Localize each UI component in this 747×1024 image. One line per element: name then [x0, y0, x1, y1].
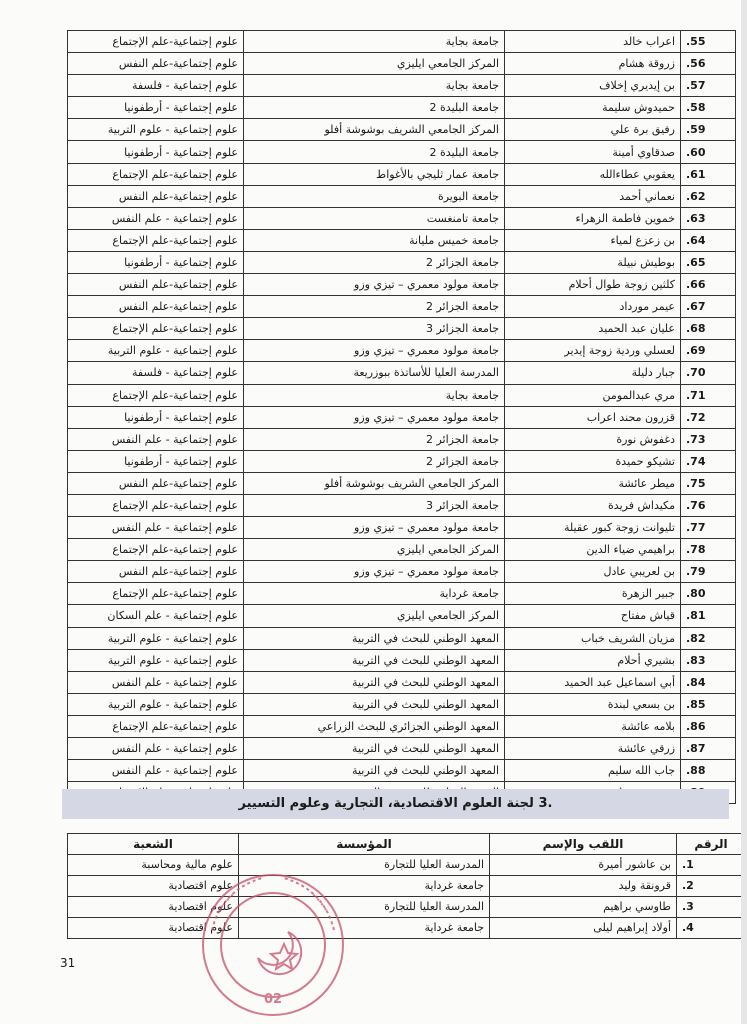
table-row — [68, 97, 736, 119]
institution: المركز الجامعي ايليزي — [244, 53, 505, 75]
specialty: علوم إجتماعية - علوم التربية — [68, 649, 244, 671]
institution: جامعة غرداية — [244, 583, 505, 605]
member-name: براهيمي ضياء الدين — [505, 539, 681, 561]
member-name: جبير الزهرة — [505, 583, 681, 605]
specialty: علوم اقتصادية — [68, 918, 239, 939]
institution: المدرسة العليا للأساتذة ببوزريعة — [244, 362, 505, 384]
member-name: أبي اسماعيل عبد الحميد — [505, 671, 681, 693]
institution: جامعة خميس مليانة — [244, 229, 505, 251]
row-number: .72 — [681, 406, 736, 428]
members-table-economics — [67, 833, 746, 939]
specialty: علوم إجتماعية - علم النفس — [68, 671, 244, 693]
table-row — [68, 296, 736, 318]
specialty: علوم إجتماعية-علم الإجتماع — [68, 384, 244, 406]
specialty: علوم إجتماعية-علم النفس — [68, 561, 244, 583]
table-row — [68, 918, 746, 939]
header-institution: المؤسسة — [239, 834, 490, 855]
specialty: علوم إجتماعية - علوم التربية — [68, 627, 244, 649]
institution: جامعة بجاية — [244, 75, 505, 97]
member-name: خموين فاطمة الزهراء — [505, 207, 681, 229]
member-name: مزيان الشريف خباب — [505, 627, 681, 649]
institution: المعهد الوطني الجزائري للبحث الزراعي — [244, 715, 505, 737]
member-name: بن إيديري إخلاف — [505, 75, 681, 97]
member-name: كلثين زوجة طوال أحلام — [505, 274, 681, 296]
table-row — [68, 75, 736, 97]
member-name: تشيكو حميدة — [505, 450, 681, 472]
member-name: دغفوش نورة — [505, 428, 681, 450]
institution: جامعة مولود معمري – تيزي وزو — [244, 274, 505, 296]
specialty: علوم إجتماعية-علم الإجتماع — [68, 31, 244, 53]
row-number: .81 — [681, 605, 736, 627]
table-row — [68, 185, 736, 207]
member-name: اعراب خالد — [505, 31, 681, 53]
institution: المعهد الوطني للبحث في التربية — [244, 760, 505, 782]
institution: المعهد الوطني للبحث في التربية — [244, 738, 505, 760]
specialty: علوم إجتماعية-علم الإجتماع — [68, 318, 244, 340]
institution: جامعة البويرة — [244, 185, 505, 207]
member-name: بن بسعي لبندة — [505, 693, 681, 715]
institution: المركز الجامعي ايليزي — [244, 605, 505, 627]
table-row — [68, 693, 736, 715]
specialty: علوم إجتماعية-علم الإجتماع — [68, 583, 244, 605]
row-number: .65 — [681, 251, 736, 273]
member-name: بلامه عائشة — [505, 715, 681, 737]
members-table-social-sciences — [67, 30, 736, 804]
member-name: لعسلي وردية زوجة إيدير — [505, 340, 681, 362]
row-number: .56 — [681, 53, 736, 75]
specialty: علوم إجتماعية-علم الإجتماع — [68, 715, 244, 737]
row-number: .69 — [681, 340, 736, 362]
specialty: علوم إجتماعية-علم النفس — [68, 296, 244, 318]
institution: المركز الجامعي الشريف بوشوشة أفلو — [244, 119, 505, 141]
row-number: .67 — [681, 296, 736, 318]
table-row — [68, 855, 746, 876]
row-number: .68 — [681, 318, 736, 340]
specialty: علوم إجتماعية - علوم التربية — [68, 693, 244, 715]
row-number: .73 — [681, 428, 736, 450]
row-number: .75 — [681, 472, 736, 494]
row-number: .78 — [681, 539, 736, 561]
table-row — [68, 362, 736, 384]
row-number: .77 — [681, 517, 736, 539]
specialty: علوم إجتماعية - علم النفس — [68, 760, 244, 782]
table-row — [68, 384, 736, 406]
member-name: جاب الله سليم — [505, 760, 681, 782]
specialty: علوم إجتماعية - أرطفونيا — [68, 406, 244, 428]
table-row — [68, 494, 736, 516]
row-number: .66 — [681, 274, 736, 296]
member-name: نعماني أحمد — [505, 185, 681, 207]
table-row — [68, 649, 736, 671]
header-name: اللقب والإسم — [490, 834, 677, 855]
institution: جامعة الجزائر 2 — [244, 296, 505, 318]
row-number: .88 — [681, 760, 736, 782]
table-body — [68, 31, 736, 804]
member-name: بوطيش نبيلة — [505, 251, 681, 273]
specialty: علوم إجتماعية - علوم التربية — [68, 340, 244, 362]
table-row — [68, 539, 736, 561]
table-row — [68, 428, 736, 450]
specialty: علوم إجتماعية - علم السكان — [68, 605, 244, 627]
member-name: مري عبدالمومن — [505, 384, 681, 406]
table-row — [68, 340, 736, 362]
specialty: علوم إجتماعية - علم النفس — [68, 428, 244, 450]
table-row — [68, 207, 736, 229]
institution: جامعة الجزائر 3 — [244, 318, 505, 340]
row-number: .60 — [681, 141, 736, 163]
row-number: .87 — [681, 738, 736, 760]
member-name: بشيري أحلام — [505, 649, 681, 671]
member-name: قزرون محند اعراب — [505, 406, 681, 428]
specialty: علوم إجتماعية - فلسفة — [68, 75, 244, 97]
specialty: علوم إجتماعية-علم الإجتماع — [68, 229, 244, 251]
row-number: .82 — [681, 627, 736, 649]
table-row — [68, 53, 736, 75]
row-number: .70 — [681, 362, 736, 384]
table-row — [68, 897, 746, 918]
row-number: .2 — [677, 876, 746, 897]
member-name: يعقوبي عطاءالله — [505, 163, 681, 185]
specialty: علوم إجتماعية-علم النفس — [68, 185, 244, 207]
table-row — [68, 760, 736, 782]
member-name: أولاد إبراهيم ليلى — [490, 918, 677, 939]
table-header — [68, 834, 746, 855]
row-number: .84 — [681, 671, 736, 693]
specialty: علوم إجتماعية - علم النفس — [68, 517, 244, 539]
table-row — [68, 876, 746, 897]
table-row — [68, 517, 736, 539]
institution: المدرسة العليا للتجارة — [239, 855, 490, 876]
specialty: علوم إجتماعية - أرطفونيا — [68, 251, 244, 273]
table-row — [68, 583, 736, 605]
specialty: علوم إجتماعية-علم النفس — [68, 53, 244, 75]
row-number: .61 — [681, 163, 736, 185]
row-number: .57 — [681, 75, 736, 97]
specialty: علوم إجتماعية - فلسفة — [68, 362, 244, 384]
table-row — [68, 229, 736, 251]
member-name: بن عاشور أميرة — [490, 855, 677, 876]
specialty: علوم إجتماعية-علم الإجتماع — [68, 539, 244, 561]
row-number: .3 — [677, 897, 746, 918]
institution: المدرسة العليا للتجارة — [239, 897, 490, 918]
member-name: جبار دليلة — [505, 362, 681, 384]
member-name: بن زعزع لمياء — [505, 229, 681, 251]
institution: المعهد الوطني للبحث في التربية — [244, 671, 505, 693]
table-row — [68, 561, 736, 583]
row-number: .63 — [681, 207, 736, 229]
page-edge — [741, 0, 747, 1024]
institution: جامعة مولود معمري – تيزي وزو — [244, 517, 505, 539]
institution: جامعة الجزائر 2 — [244, 251, 505, 273]
row-number: .74 — [681, 450, 736, 472]
specialty: علوم إجتماعية - أرطفونيا — [68, 141, 244, 163]
row-number: .4 — [677, 918, 746, 939]
specialty: علوم إجتماعية - علوم التربية — [68, 119, 244, 141]
member-name: قياش مفتاح — [505, 605, 681, 627]
row-number: .76 — [681, 494, 736, 516]
row-number: .59 — [681, 119, 736, 141]
table-row — [68, 406, 736, 428]
page-number: 31 — [60, 956, 76, 970]
institution: جامعة تامنغست — [244, 207, 505, 229]
table-body — [68, 855, 746, 939]
table-row — [68, 163, 736, 185]
specialty: علوم إجتماعية-علم الإجتماع — [68, 494, 244, 516]
member-name: تليوانت زوجة كبور عقيلة — [505, 517, 681, 539]
specialty: علوم إجتماعية-علم النفس — [68, 472, 244, 494]
row-number: .79 — [681, 561, 736, 583]
row-number: .71 — [681, 384, 736, 406]
institution: جامعة عمار ثليجي بالأغواط — [244, 163, 505, 185]
institution: المعهد الوطني للبحث في التربية — [244, 649, 505, 671]
header-row — [68, 834, 746, 855]
specialty: علوم اقتصادية — [68, 876, 239, 897]
member-name: زروقة هشام — [505, 53, 681, 75]
member-name: رفيق برة علي — [505, 119, 681, 141]
institution: جامعة بجاية — [244, 31, 505, 53]
member-name: بن لعريبي عادل — [505, 561, 681, 583]
member-name: صدقاوي أمينة — [505, 141, 681, 163]
institution: جامعة البليدة 2 — [244, 141, 505, 163]
table-row — [68, 715, 736, 737]
member-name: قرونقة وليد — [490, 876, 677, 897]
table-row — [68, 627, 736, 649]
table-row — [68, 605, 736, 627]
specialty: علوم إجتماعية - علم النفس — [68, 738, 244, 760]
institution: جامعة البليدة 2 — [244, 97, 505, 119]
institution: المعهد الوطني للبحث في التربية — [244, 693, 505, 715]
row-number: .83 — [681, 649, 736, 671]
row-number: .80 — [681, 583, 736, 605]
table-row — [68, 318, 736, 340]
row-number: .85 — [681, 693, 736, 715]
row-number: .62 — [681, 185, 736, 207]
member-name: ميطر عائشة — [505, 472, 681, 494]
row-number: .55 — [681, 31, 736, 53]
specialty: علوم مالية ومحاسبة — [68, 855, 239, 876]
institution: جامعة غرداية — [239, 918, 490, 939]
institution: جامعة مولود معمري – تيزي وزو — [244, 561, 505, 583]
institution: جامعة الجزائر 2 — [244, 450, 505, 472]
member-name: عيمر مورداد — [505, 296, 681, 318]
table-row — [68, 274, 736, 296]
table-row — [68, 251, 736, 273]
table-row — [68, 738, 736, 760]
institution: جامعة الجزائر 3 — [244, 494, 505, 516]
member-name: حميدوش سليمة — [505, 97, 681, 119]
table-row — [68, 671, 736, 693]
institution: جامعة الجزائر 2 — [244, 428, 505, 450]
header-number: الرقم — [677, 834, 746, 855]
member-name: زرقي عائشة — [505, 738, 681, 760]
institution: جامعة بجاية — [244, 384, 505, 406]
table-row — [68, 31, 736, 53]
institution: جامعة مولود معمري – تيزي وزو — [244, 406, 505, 428]
institution: جامعة مولود معمري – تيزي وزو — [244, 340, 505, 362]
row-number: .58 — [681, 97, 736, 119]
member-name: عليان عبد الحميد — [505, 318, 681, 340]
header-specialty: الشعبة — [68, 834, 239, 855]
row-number: .86 — [681, 715, 736, 737]
specialty: علوم إجتماعية - أرطفونيا — [68, 450, 244, 472]
official-seal-stamp — [198, 870, 348, 1020]
institution: جامعة غرداية — [239, 876, 490, 897]
table-row — [68, 141, 736, 163]
row-number: .1 — [677, 855, 746, 876]
member-name: طاوسي براهيم — [490, 897, 677, 918]
row-number: .64 — [681, 229, 736, 251]
specialty: علوم إجتماعية - أرطفونيا — [68, 97, 244, 119]
specialty: علوم إجتماعية-علم النفس — [68, 274, 244, 296]
specialty: علوم اقتصادية — [68, 897, 239, 918]
institution: المركز الجامعي الشريف بوشوشة أفلو — [244, 472, 505, 494]
stamp-number: 02 — [263, 992, 283, 1007]
table-row — [68, 450, 736, 472]
table-row — [68, 119, 736, 141]
institution: المعهد الوطني للبحث في التربية — [244, 627, 505, 649]
table-row — [68, 472, 736, 494]
member-name: مكيداش فريدة — [505, 494, 681, 516]
specialty: علوم إجتماعية-علم الإجتماع — [68, 163, 244, 185]
section-heading: .3 لجنة العلوم الاقتصادية، التجارية وعلوم التسيير — [62, 789, 729, 819]
specialty: علوم إجتماعية - علم النفس — [68, 207, 244, 229]
institution: المركز الجامعي ايليزي — [244, 539, 505, 561]
